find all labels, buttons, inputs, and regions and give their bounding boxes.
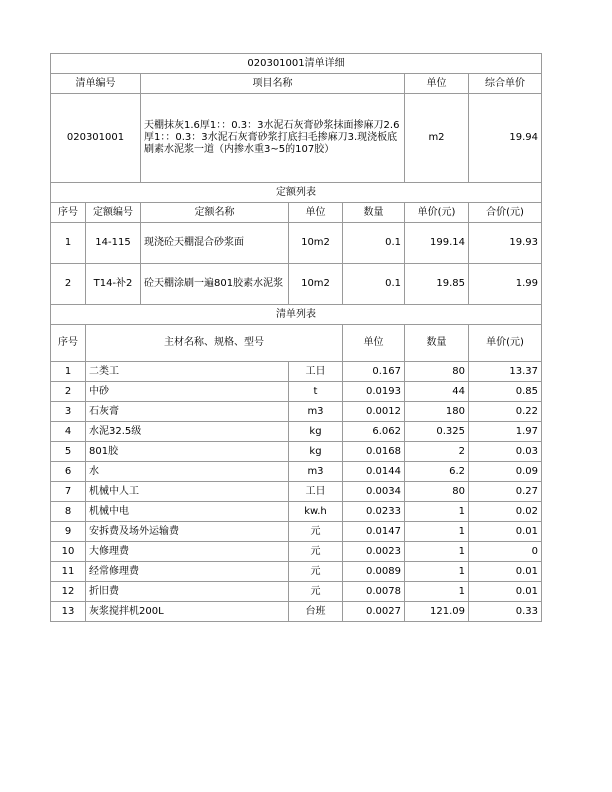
material-unit: kg [289, 422, 343, 442]
material-row [51, 602, 542, 622]
bill-name: 天棚抹灰1.6厚1：：0.3：3水泥石灰膏砂浆抹面掺麻刀2.6厚1：：0.3：3水泥石灰膏砂浆打底扫毛掺麻刀3.现浇板底刷素水泥浆一道（内掺水重3~5的107胶） [141, 94, 405, 183]
material-qty: 0.0144 [343, 462, 405, 482]
quota-unit: 10m2 [289, 223, 343, 264]
quota-seq: 1 [51, 223, 86, 264]
material-name: 801胶 [86, 442, 289, 462]
material-name: 大修理费 [86, 542, 289, 562]
material-unit: 元 [289, 562, 343, 582]
material-total: 0.33 [469, 602, 542, 622]
material-row [51, 522, 542, 542]
quota-code-header: 定额编号 [86, 203, 141, 223]
material-unit: 工日 [289, 482, 343, 502]
material-seq: 12 [51, 582, 86, 602]
material-seq: 4 [51, 422, 86, 442]
material-unit: 台班 [289, 602, 343, 622]
material-unit-price: 6.2 [405, 462, 469, 482]
quota-section-title: 定额列表 [51, 183, 542, 203]
material-unit-price: 80 [405, 482, 469, 502]
material-row [51, 462, 542, 482]
material-total: 0.01 [469, 562, 542, 582]
material-unit-price: 2 [405, 442, 469, 462]
material-unit-price: 1 [405, 522, 469, 542]
quota-unit-price: 19.85 [405, 264, 469, 305]
material-unit-price: 1 [405, 562, 469, 582]
material-seq: 3 [51, 402, 86, 422]
material-unit-price: 1 [405, 542, 469, 562]
material-qty: 6.062 [343, 422, 405, 442]
material-name: 机械中人工 [86, 482, 289, 502]
material-name: 折旧费 [86, 582, 289, 602]
material-seq: 9 [51, 522, 86, 542]
material-unit-price: 180 [405, 402, 469, 422]
material-qty: 0.0078 [343, 582, 405, 602]
material-row [51, 422, 542, 442]
bill-code-header: 清单编号 [51, 74, 141, 94]
material-seq: 13 [51, 602, 86, 622]
material-qty: 0.0089 [343, 562, 405, 582]
material-total: 0.03 [469, 442, 542, 462]
bill-code: 020301001 [51, 94, 141, 183]
material-total: 0.27 [469, 482, 542, 502]
material-name: 中砂 [86, 382, 289, 402]
material-seq: 2 [51, 382, 86, 402]
bill-name-header: 项目名称 [141, 74, 405, 94]
quota-code: 14-115 [86, 223, 141, 264]
material-row [51, 482, 542, 502]
material-qty: 0.0027 [343, 602, 405, 622]
material-unit-price: 44 [405, 382, 469, 402]
material-unit-price-header: 单价(元) [469, 325, 542, 362]
material-unit-price: 121.09 [405, 602, 469, 622]
quota-qty-header: 数量 [343, 203, 405, 223]
material-row [51, 382, 542, 402]
material-qty: 0.0034 [343, 482, 405, 502]
material-total: 1.97 [469, 422, 542, 442]
material-total: 0.85 [469, 382, 542, 402]
material-unit-header: 单位 [343, 325, 405, 362]
material-name: 水泥32.5级 [86, 422, 289, 442]
material-unit: m3 [289, 402, 343, 422]
material-total: 0.02 [469, 502, 542, 522]
material-name-header: 主材名称、规格、型号 [86, 325, 343, 362]
quota-qty: 0.1 [343, 264, 405, 305]
material-qty: 0.0233 [343, 502, 405, 522]
quota-unit: 10m2 [289, 264, 343, 305]
quota-name: 砼天棚涂刷一遍801胶素水泥浆 [141, 264, 289, 305]
quota-total: 19.93 [469, 223, 542, 264]
quota-name: 现浇砼天棚混合砂浆面 [141, 223, 289, 264]
material-unit: 工日 [289, 362, 343, 382]
bill-unit: m2 [405, 94, 469, 183]
quota-unit-header: 单位 [289, 203, 343, 223]
quota-code: T14-补2 [86, 264, 141, 305]
material-total: 0 [469, 542, 542, 562]
material-unit: 元 [289, 522, 343, 542]
material-qty: 0.0193 [343, 382, 405, 402]
material-unit: t [289, 382, 343, 402]
bill-price-header: 综合单价 [469, 74, 542, 94]
material-name: 经常修理费 [86, 562, 289, 582]
material-name: 机械中电 [86, 502, 289, 522]
sheet-title: 020301001清单详细 [51, 54, 542, 74]
bill-unit-header: 单位 [405, 74, 469, 94]
material-qty: 0.0012 [343, 402, 405, 422]
material-seq: 8 [51, 502, 86, 522]
material-unit: 元 [289, 582, 343, 602]
material-seq: 1 [51, 362, 86, 382]
material-row [51, 362, 542, 382]
material-name: 石灰膏 [86, 402, 289, 422]
material-total: 0.01 [469, 522, 542, 542]
material-seq: 6 [51, 462, 86, 482]
material-row [51, 442, 542, 462]
quota-unit-price-header: 单价(元) [405, 203, 469, 223]
quota-row [51, 223, 542, 264]
material-name: 二类工 [86, 362, 289, 382]
material-unit: kg [289, 442, 343, 462]
material-unit-price: 1 [405, 502, 469, 522]
quota-total-header: 合价(元) [469, 203, 542, 223]
quota-name-header: 定额名称 [141, 203, 289, 223]
material-total: 0.22 [469, 402, 542, 422]
material-total: 0.01 [469, 582, 542, 602]
material-unit: 元 [289, 542, 343, 562]
material-unit-price: 80 [405, 362, 469, 382]
material-qty: 0.0023 [343, 542, 405, 562]
material-total: 13.37 [469, 362, 542, 382]
quota-seq: 2 [51, 264, 86, 305]
material-unit-price: 1 [405, 582, 469, 602]
material-row [51, 402, 542, 422]
material-unit: m3 [289, 462, 343, 482]
material-qty: 0.167 [343, 362, 405, 382]
material-seq: 11 [51, 562, 86, 582]
material-seq: 10 [51, 542, 86, 562]
quota-unit-price: 199.14 [405, 223, 469, 264]
material-seq-header: 序号 [51, 325, 86, 362]
material-row [51, 542, 542, 562]
material-total: 0.09 [469, 462, 542, 482]
quota-qty: 0.1 [343, 223, 405, 264]
material-qty: 0.0147 [343, 522, 405, 542]
material-seq: 5 [51, 442, 86, 462]
quota-seq-header: 序号 [51, 203, 86, 223]
material-qty-header: 数量 [405, 325, 469, 362]
material-section-title: 清单列表 [51, 305, 542, 325]
material-seq: 7 [51, 482, 86, 502]
material-row [51, 502, 542, 522]
quota-row [51, 264, 542, 305]
bill-price: 19.94 [469, 94, 542, 183]
quota-total: 1.99 [469, 264, 542, 305]
bill-detail-table [50, 53, 542, 622]
material-name: 灰浆搅拌机200L [86, 602, 289, 622]
material-row [51, 582, 542, 602]
material-qty: 0.0168 [343, 442, 405, 462]
material-unit: kw.h [289, 502, 343, 522]
material-name: 水 [86, 462, 289, 482]
material-row [51, 562, 542, 582]
material-name: 安拆费及场外运输费 [86, 522, 289, 542]
material-unit-price: 0.325 [405, 422, 469, 442]
